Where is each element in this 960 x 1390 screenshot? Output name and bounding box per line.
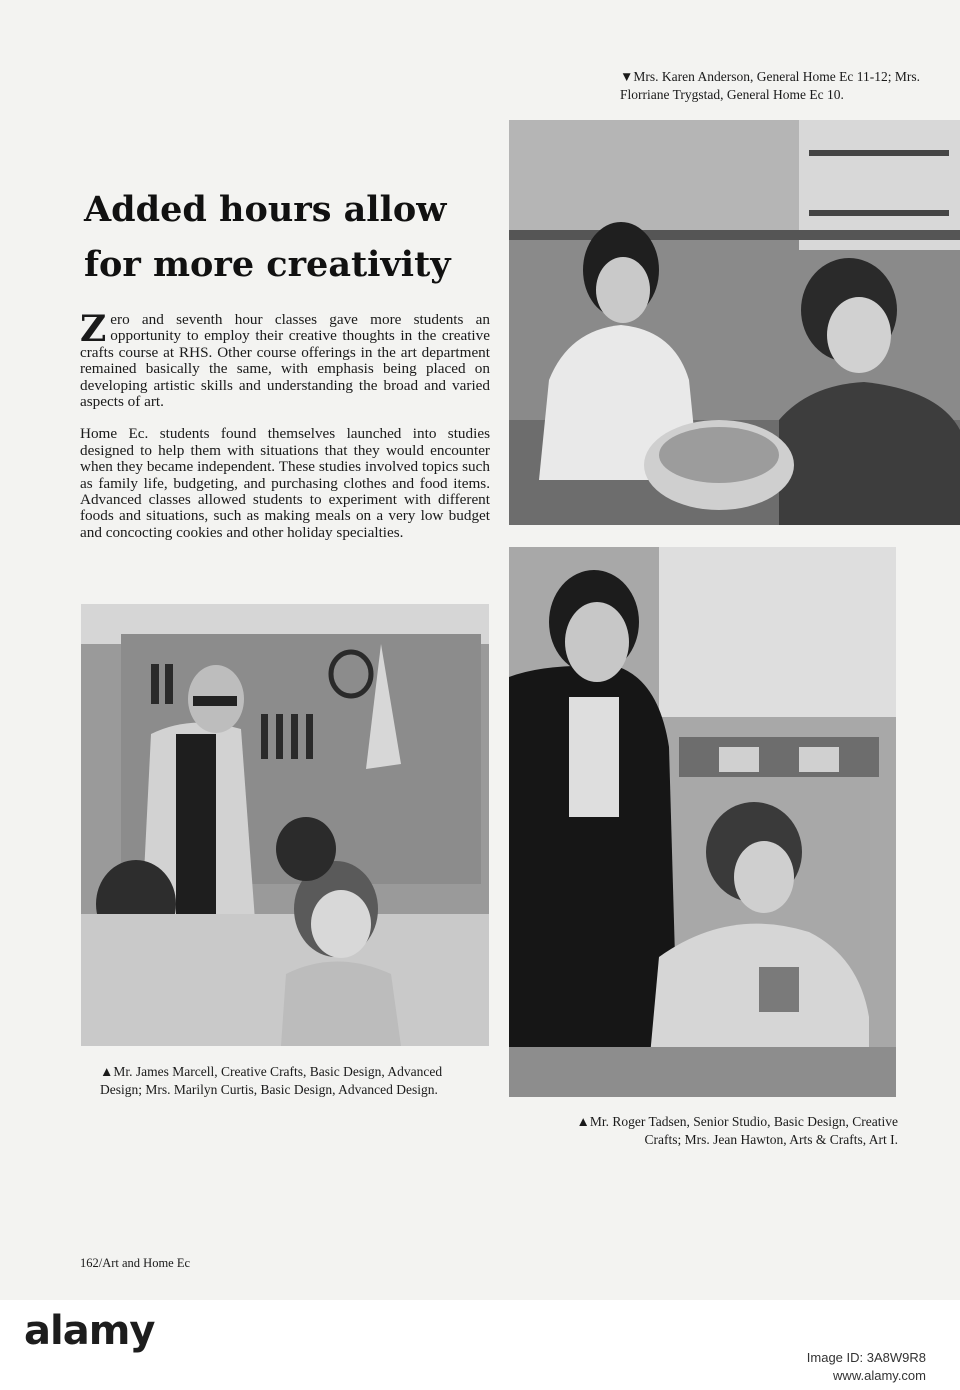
caption-crafts-teachers: ▲Mr. James Marcell, Creative Crafts, Basic Design, Advanced Design; Mrs. Marilyn Curtis, Basic Design, Advanced Design. [100,1064,443,1097]
paragraph-1-text: ero and seventh hour classes gave more students an opportunity to employ their creative thoughts in the creative crafts course at RHS. Other course offerings in the art department remained basically the same, with emphasis being placed on developing artistic skills and understanding the broad and varied aspects of art. [80,311,490,411]
article-body [80,308,490,557]
drop-cap: Z [80,308,107,350]
watermark-brand: alamy [24,1308,155,1354]
photo-creative-crafts-class [81,604,489,1046]
caption-home-ec-teachers: ▼Mrs. Karen Anderson, General Home Ec 11-12; Mrs. Florriane Trygstad, General Home Ec 10. [620,69,921,102]
article-paragraph-2: Home Ec. students found themselves launched into studies designed to help them with situations that they would encounter when they became independent. These studies involved topics such as family life, budgeting, and purchasing clothes and food items. Advanced classes allowed students to experiment with different foods and situations, such as making meals on a very low budget and concocting cookies and other holiday specialties. [80,425,490,541]
article-paragraph-1 [80,308,490,411]
photo-home-ec-teachers [509,120,960,525]
stock-url: www.alamy.com [833,1368,926,1383]
photo-art-studio [509,547,896,1097]
caption-studio-teachers: ▲Mr. Roger Tadsen, Senior Studio, Basic Design, Creative Crafts; Mrs. Jean Hawton, Arts & Crafts, Art I. [576,1114,898,1147]
page-folio: 162/Art and Home Ec [80,1256,191,1270]
article-title: Added hours allow for more creativity [84,189,451,285]
image-id: Image ID: 3A8W9R8 [806,1350,926,1365]
